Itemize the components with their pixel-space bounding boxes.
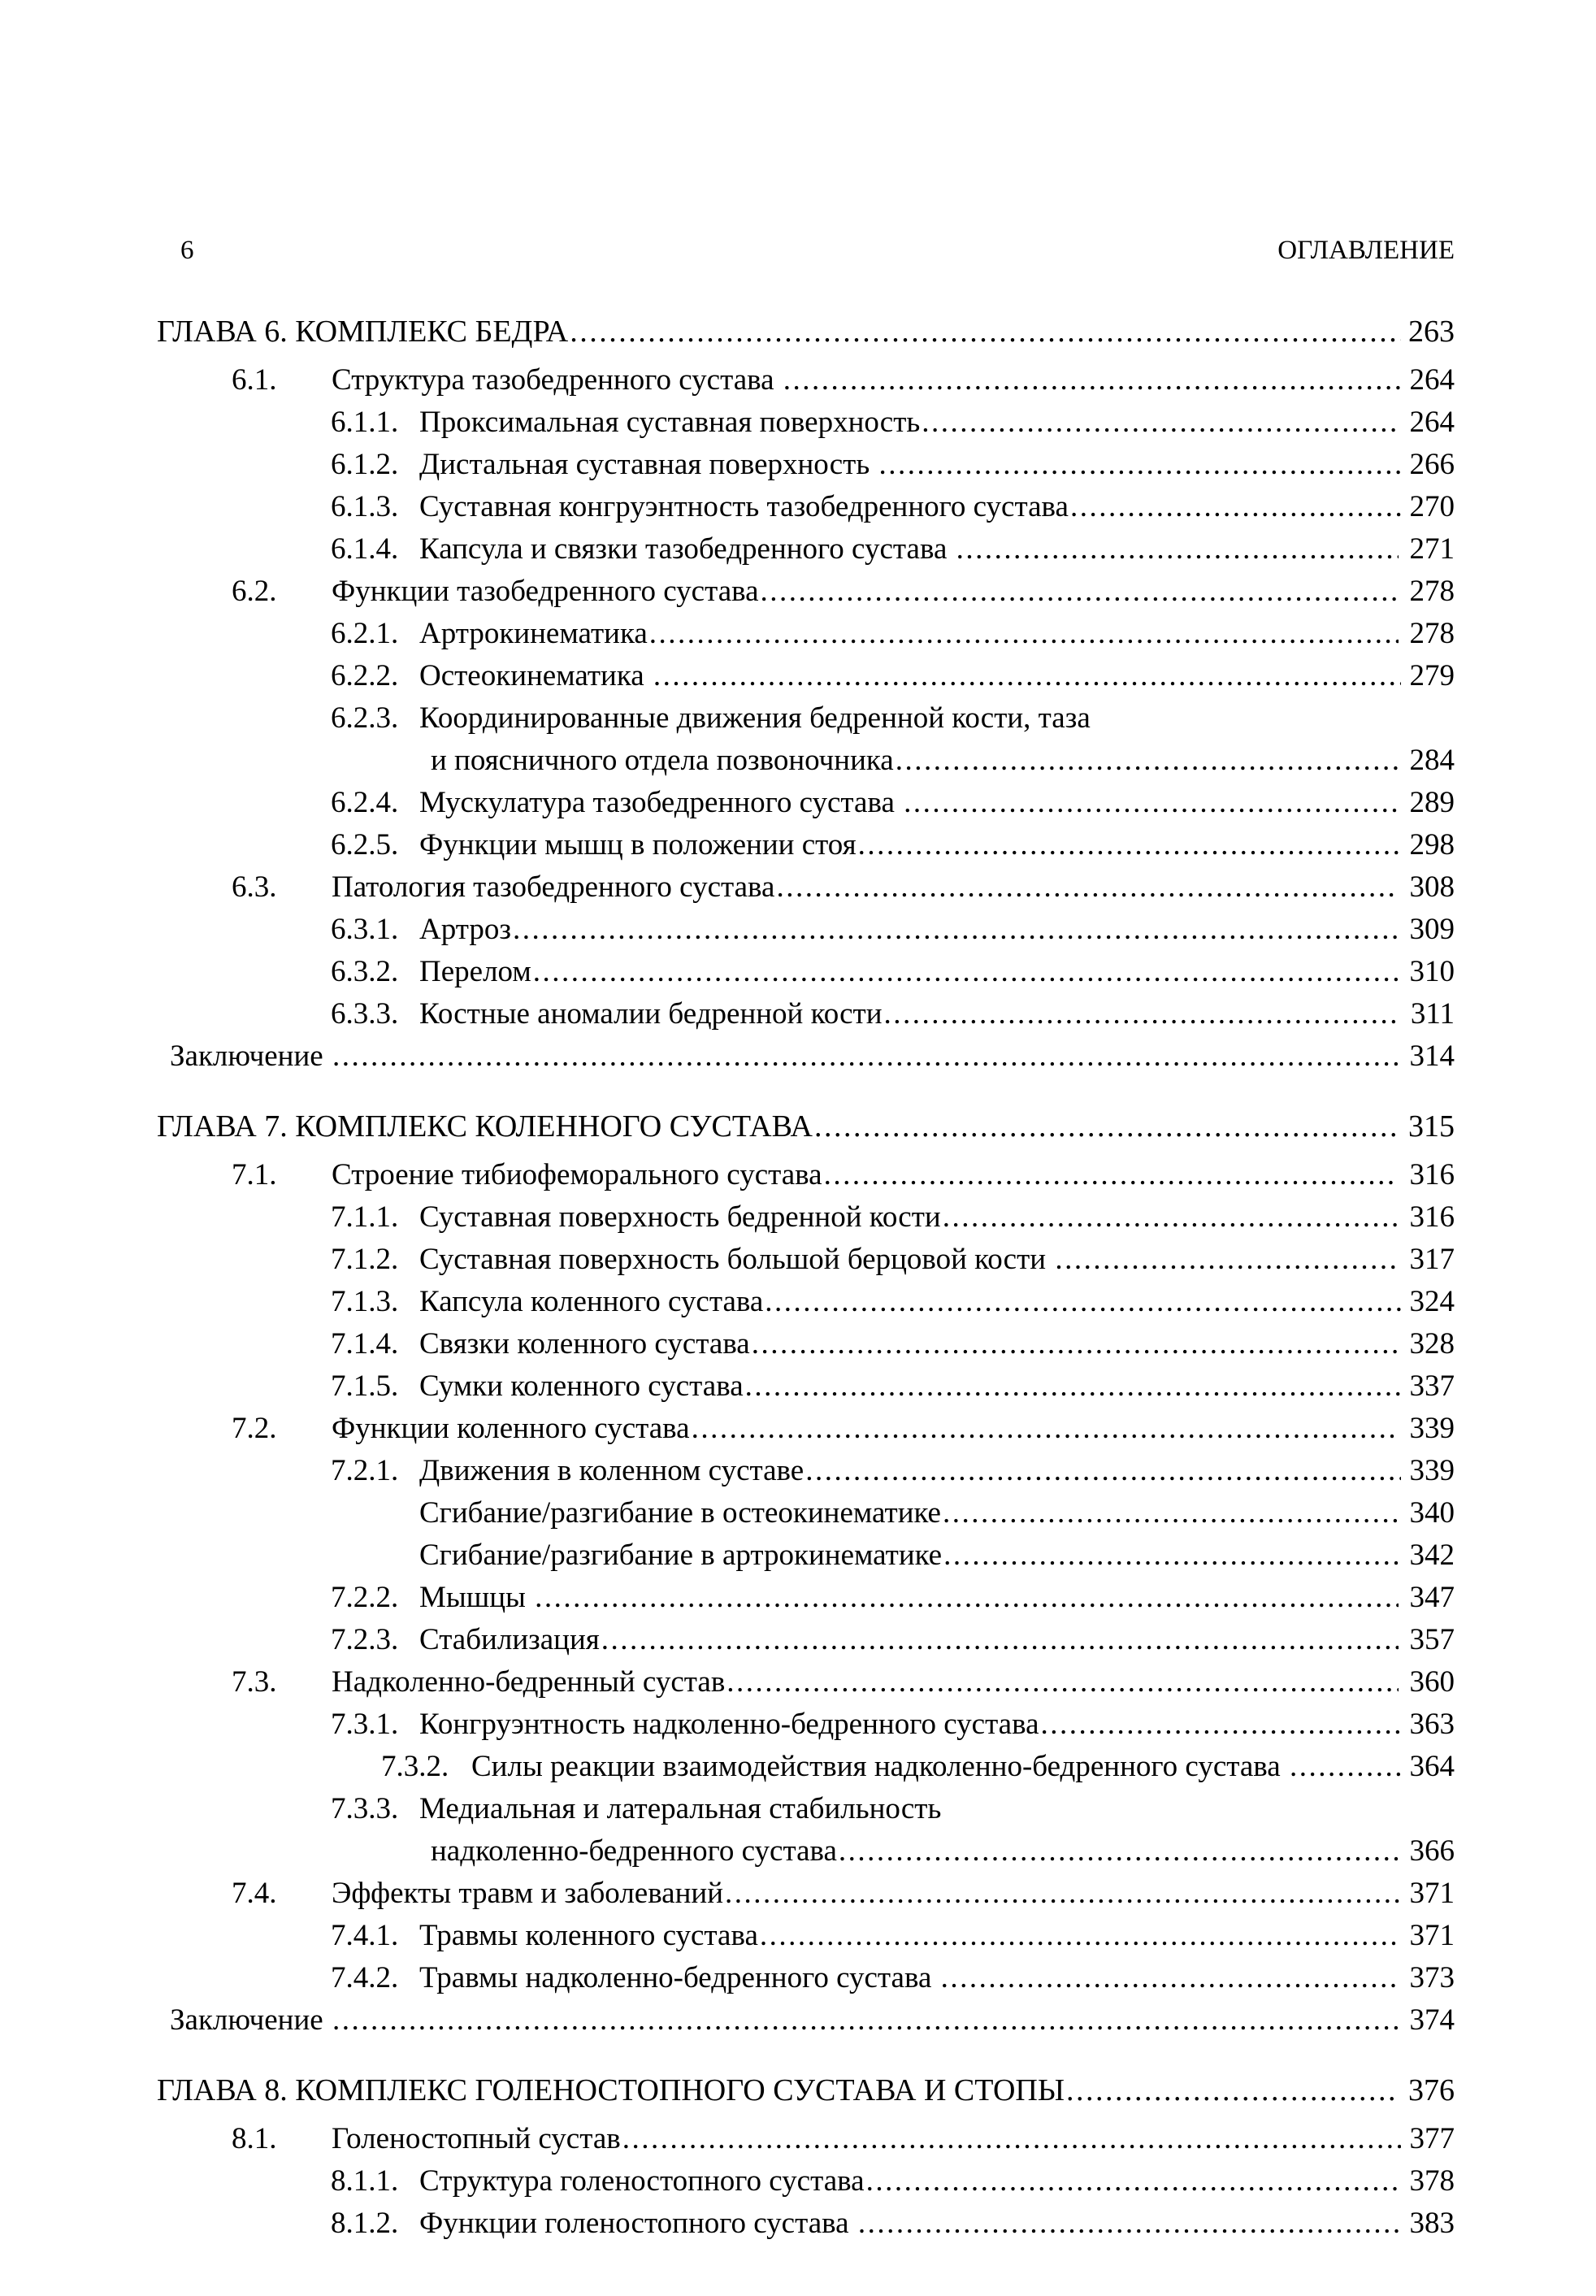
entry-number: 6.3.1. <box>331 913 399 946</box>
entry-title: Травмы надколенно-бедренного сустава <box>419 1961 939 1994</box>
entry-page-number: 366 <box>1402 1834 1455 1868</box>
entry-number: 7.3. <box>232 1665 277 1699</box>
entry-page-number: 377 <box>1409 2122 1455 2155</box>
entry-title: Перелом <box>419 955 531 988</box>
dot-leader <box>878 444 1401 486</box>
toc-entry <box>157 782 1455 824</box>
dot-leader <box>653 655 1401 697</box>
entry-number: 7.3.2. <box>381 1750 449 1783</box>
toc <box>157 310 1455 2245</box>
entry-page-number: 311 <box>1410 997 1455 1031</box>
entry-title: Капсула и связки тазобедренного сустава <box>419 532 955 566</box>
entry-page-number: 278 <box>1409 575 1455 608</box>
dot-leader <box>783 359 1401 401</box>
dot-leader <box>904 782 1401 824</box>
entry-title: Суставная поверхность бедренной кости <box>419 1200 941 1234</box>
toc-entry <box>157 1492 1455 1534</box>
dot-leader <box>943 1534 1401 1577</box>
entry-title-continuation: надколенно-бедренного сустава <box>431 1834 837 1868</box>
dot-leader <box>752 1323 1401 1365</box>
entry-number: 6.1.3. <box>331 490 399 523</box>
entry-title-continuation: и поясничного отдела позвоночника <box>431 744 894 777</box>
entry-title: Медиальная и латеральная стабильность <box>419 1792 942 1825</box>
toc-entry <box>157 1035 1455 1078</box>
chapter-heading-label: ГЛАВА 8. КОМПЛЕКС ГОЛЕНОСТОПНОГО СУСТАВА И СТОПЫ <box>157 2073 1065 2107</box>
chapter-page-number: 263 <box>1408 315 1455 349</box>
entry-title: Проксимальная суставная поверхность <box>419 406 921 439</box>
entry-number: 8.1.1. <box>331 2164 399 2198</box>
entry-title: Функции тазобедренного сустава <box>332 575 759 608</box>
dot-leader <box>1070 486 1401 528</box>
dot-leader <box>601 1619 1399 1661</box>
dot-leader <box>332 1035 1401 1078</box>
entry-number: 7.1.3. <box>331 1285 399 1318</box>
toc-entry <box>157 528 1455 571</box>
entry-page-number: 298 <box>1402 828 1455 862</box>
entry-page-number: 357 <box>1402 1623 1455 1656</box>
toc-entry <box>157 1196 1455 1239</box>
toc-entry <box>157 1746 1455 1788</box>
toc-entry <box>157 1239 1455 1281</box>
toc-entry <box>157 993 1455 1035</box>
dot-leader <box>725 1873 1401 1915</box>
dot-leader <box>570 310 1401 353</box>
toc-entry <box>157 2160 1455 2203</box>
entry-page-number: 373 <box>1409 1961 1455 1994</box>
entry-number: 7.3.3. <box>331 1792 399 1825</box>
entry-page-number: 278 <box>1402 617 1455 650</box>
entry-page-number: 309 <box>1402 913 1455 946</box>
entry-title: Заключение <box>170 1039 331 1073</box>
chapter-page-number: 315 <box>1408 1109 1455 1144</box>
toc-entry <box>157 1957 1455 1999</box>
toc-entry <box>157 1450 1455 1492</box>
entry-title: Функции коленного сустава <box>332 1412 690 1445</box>
entry-title: Мускулатура тазобедренного сустава <box>419 786 903 819</box>
entry-title: Суставная конгруэнтность тазобедренного сустава <box>419 490 1069 523</box>
dot-leader <box>858 2203 1399 2245</box>
chapter-heading-label: ГЛАВА 6. КОМПЛЕКС БЕДРА <box>157 315 569 349</box>
dot-leader <box>805 1450 1401 1492</box>
entry-title: Структура голеностопного сустава <box>419 2164 865 2198</box>
entry-page-number: 347 <box>1402 1581 1455 1614</box>
entry-number: 6.3.2. <box>331 955 399 988</box>
toc-entry <box>157 444 1455 486</box>
entry-page-number: 324 <box>1409 1285 1455 1318</box>
dot-leader <box>1290 1746 1401 1788</box>
entry-title: Конгруэнтность надколенно-бедренного сустава <box>419 1708 1039 1741</box>
entry-title: Сумки коленного сустава <box>419 1369 744 1403</box>
dot-leader <box>649 613 1399 655</box>
chapter-section <box>157 2069 1455 2245</box>
dot-leader <box>726 1661 1399 1704</box>
entry-number: 7.3.1. <box>331 1708 399 1741</box>
entry-number: 7.4.2. <box>331 1961 399 1994</box>
toc-entry <box>157 951 1455 993</box>
dot-leader <box>943 1492 1401 1534</box>
entry-title: Артроз <box>419 913 511 946</box>
dot-leader <box>535 1577 1399 1619</box>
entry-page-number: 314 <box>1409 1039 1455 1073</box>
dot-leader <box>814 1105 1401 1148</box>
toc-entry <box>157 909 1455 951</box>
toc-entry <box>157 401 1455 444</box>
entry-number: 6.1.4. <box>331 532 399 566</box>
dot-leader <box>760 1915 1401 1957</box>
dot-leader <box>761 571 1401 613</box>
entry-page-number: 284 <box>1409 744 1455 777</box>
entry-number: 7.4. <box>232 1877 277 1910</box>
entry-number: 7.1.4. <box>331 1327 399 1361</box>
entry-number: 6.1.1. <box>331 406 399 439</box>
entry-title: Сгибание/разгибание в остеокинематике <box>419 1496 941 1530</box>
toc-entry <box>157 1915 1455 1957</box>
entry-title: Капсула коленного сустава <box>419 1285 764 1318</box>
toc-entry <box>157 1577 1455 1619</box>
entry-number: 6.2.1. <box>331 617 399 650</box>
entry-page-number: 279 <box>1409 659 1455 692</box>
entry-title: Артрокинематика <box>419 617 648 650</box>
entry-page-number: 266 <box>1409 448 1455 481</box>
entry-page-number: 316 <box>1409 1200 1455 1234</box>
toc-entry <box>157 1281 1455 1323</box>
dot-leader <box>692 1408 1399 1450</box>
dot-leader <box>839 1830 1399 1873</box>
entry-title: Стабилизация <box>419 1623 600 1656</box>
entry-page-number: 339 <box>1409 1454 1455 1487</box>
dot-leader <box>922 401 1401 444</box>
toc-entry <box>157 1873 1455 1915</box>
entry-number: 6.1. <box>232 363 277 397</box>
entry-number: 7.2. <box>232 1412 277 1445</box>
entry-page-number: 317 <box>1402 1243 1455 1276</box>
running-head <box>157 234 1455 267</box>
toc-entry <box>157 2118 1455 2160</box>
entry-title: Костные аномалии бедренной кости <box>419 997 883 1031</box>
toc-entry <box>157 1408 1455 1450</box>
entry-page-number: 340 <box>1409 1496 1455 1530</box>
entry-page-number: 342 <box>1409 1539 1455 1572</box>
toc-entry <box>157 1619 1455 1661</box>
entry-title: Мышцы <box>419 1581 534 1614</box>
entry-page-number: 378 <box>1402 2164 1455 2198</box>
toc-entry <box>157 1534 1455 1577</box>
dot-leader <box>332 1999 1401 2042</box>
chapter-page-number: 376 <box>1400 2073 1455 2107</box>
toc-entry <box>157 655 1455 697</box>
entry-page-number: 371 <box>1409 1919 1455 1952</box>
entry-title: Травмы коленного сустава <box>419 1919 758 1952</box>
dot-leader <box>1066 2069 1398 2112</box>
entry-number: 7.1.2. <box>331 1243 399 1276</box>
toc-entry <box>157 1704 1455 1746</box>
entry-page-number: 270 <box>1409 490 1455 523</box>
dot-leader <box>896 740 1401 782</box>
dot-leader <box>956 528 1399 571</box>
dot-leader <box>884 993 1401 1035</box>
entry-page-number: 310 <box>1402 955 1455 988</box>
page-number: 6 <box>180 236 194 265</box>
entry-title: Функции голеностопного сустава <box>419 2207 857 2240</box>
entry-title: Силы реакции взаимодействия надколенно-бедренного сустава <box>471 1750 1288 1783</box>
toc-entry <box>157 613 1455 655</box>
entry-page-number: 374 <box>1409 2003 1455 2037</box>
entry-page-number: 339 <box>1402 1412 1455 1445</box>
entry-title: Патология тазобедренного сустава <box>332 870 775 904</box>
entry-number: 6.2. <box>232 575 277 608</box>
entry-number: 7.1. <box>232 1158 277 1191</box>
entry-page-number: 308 <box>1402 870 1455 904</box>
entry-number: 7.1.1. <box>331 1200 399 1234</box>
dot-leader <box>824 1154 1399 1196</box>
entry-title: Эффекты травм и заболеваний <box>332 1877 724 1910</box>
entry-title: Структура тазобедренного сустава <box>332 363 782 397</box>
entry-page-number: 271 <box>1402 532 1455 566</box>
toc-entry <box>157 1365 1455 1408</box>
dot-leader <box>943 1196 1401 1239</box>
dot-leader <box>533 951 1399 993</box>
entry-page-number: 337 <box>1409 1369 1455 1403</box>
entry-title: Заключение <box>170 2003 331 2037</box>
dot-leader <box>622 2118 1401 2160</box>
entry-title: Сгибание/разгибание в артрокинематике <box>419 1539 943 1572</box>
toc-entry <box>157 866 1455 909</box>
entry-page-number: 264 <box>1409 363 1455 397</box>
toc-entry <box>157 486 1455 528</box>
entry-title: Функции мышц в положении стоя <box>419 828 857 862</box>
entry-number: 8.1.2. <box>331 2207 399 2240</box>
entry-number: 7.4.1. <box>331 1919 399 1952</box>
entry-number: 7.2.2. <box>331 1581 399 1614</box>
dot-leader <box>941 1957 1401 1999</box>
entry-title: Дистальная суставная поверхность <box>419 448 878 481</box>
entry-number: 6.2.4. <box>331 786 399 819</box>
dot-leader <box>1055 1239 1399 1281</box>
toc-entry <box>157 824 1455 866</box>
entry-page-number: 383 <box>1402 2207 1455 2240</box>
dot-leader <box>866 2160 1399 2203</box>
entry-page-number: 363 <box>1409 1708 1455 1741</box>
dot-leader <box>513 909 1399 951</box>
dot-leader <box>745 1365 1401 1408</box>
toc-entry-continuation <box>157 740 1455 782</box>
chapter-heading-row <box>157 1105 1455 1148</box>
entry-page-number: 264 <box>1409 406 1455 439</box>
chapter-heading-row <box>157 310 1455 353</box>
entry-title: Строение тибиофеморального сустава <box>332 1158 822 1191</box>
entry-title: Суставная поверхность большой берцовой кости <box>419 1243 1054 1276</box>
dot-leader <box>765 1281 1401 1323</box>
chapter-section <box>157 1105 1455 2042</box>
entry-number: 8.1. <box>232 2122 277 2155</box>
chapter-heading-row <box>157 2069 1455 2112</box>
toc-entry <box>157 1999 1455 2042</box>
entry-number: 6.2.2. <box>331 659 399 692</box>
entry-page-number: 328 <box>1409 1327 1455 1361</box>
entry-page-number: 371 <box>1409 1877 1455 1910</box>
chapter-section <box>157 310 1455 1078</box>
entry-title: Координированные движения бедренной кости, таза <box>419 701 1091 735</box>
toc-entry-continuation <box>157 1830 1455 1873</box>
toc-entry <box>157 1154 1455 1196</box>
entry-number: 6.3.3. <box>331 997 399 1031</box>
toc-entry <box>157 2203 1455 2245</box>
entry-number: 7.2.1. <box>331 1454 399 1487</box>
entry-number: 6.2.3. <box>331 701 399 735</box>
entry-title: Связки коленного сустава <box>419 1327 750 1361</box>
entry-title: Движения в коленном суставе <box>419 1454 805 1487</box>
toc-entry <box>157 1323 1455 1365</box>
entry-page-number: 316 <box>1402 1158 1455 1191</box>
entry-page-number: 364 <box>1409 1750 1455 1783</box>
dot-leader <box>776 866 1399 909</box>
dot-leader <box>858 824 1399 866</box>
toc-entry <box>157 1661 1455 1704</box>
entry-number: 6.1.2. <box>331 448 399 481</box>
entry-number: 6.3. <box>232 870 277 904</box>
dot-leader <box>1041 1704 1401 1746</box>
entry-title: Голеностопный сустав <box>332 2122 621 2155</box>
page-title: ОГЛАВЛЕНИЕ <box>1277 236 1455 265</box>
entry-number: 7.1.5. <box>331 1369 399 1403</box>
toc-entry <box>157 571 1455 613</box>
toc-entry <box>157 359 1455 401</box>
entry-title: Надколенно-бедренный сустав <box>332 1665 726 1699</box>
entry-page-number: 360 <box>1402 1665 1455 1699</box>
toc-entry <box>157 1788 1455 1830</box>
entry-number: 7.2.3. <box>331 1623 399 1656</box>
entry-number: 6.2.5. <box>331 828 399 862</box>
entry-title: Остеокинематика <box>419 659 652 692</box>
toc-entry <box>157 697 1455 740</box>
chapter-heading-label: ГЛАВА 7. КОМПЛЕКС КОЛЕННОГО СУСТАВА <box>157 1109 813 1144</box>
entry-page-number: 289 <box>1409 786 1455 819</box>
